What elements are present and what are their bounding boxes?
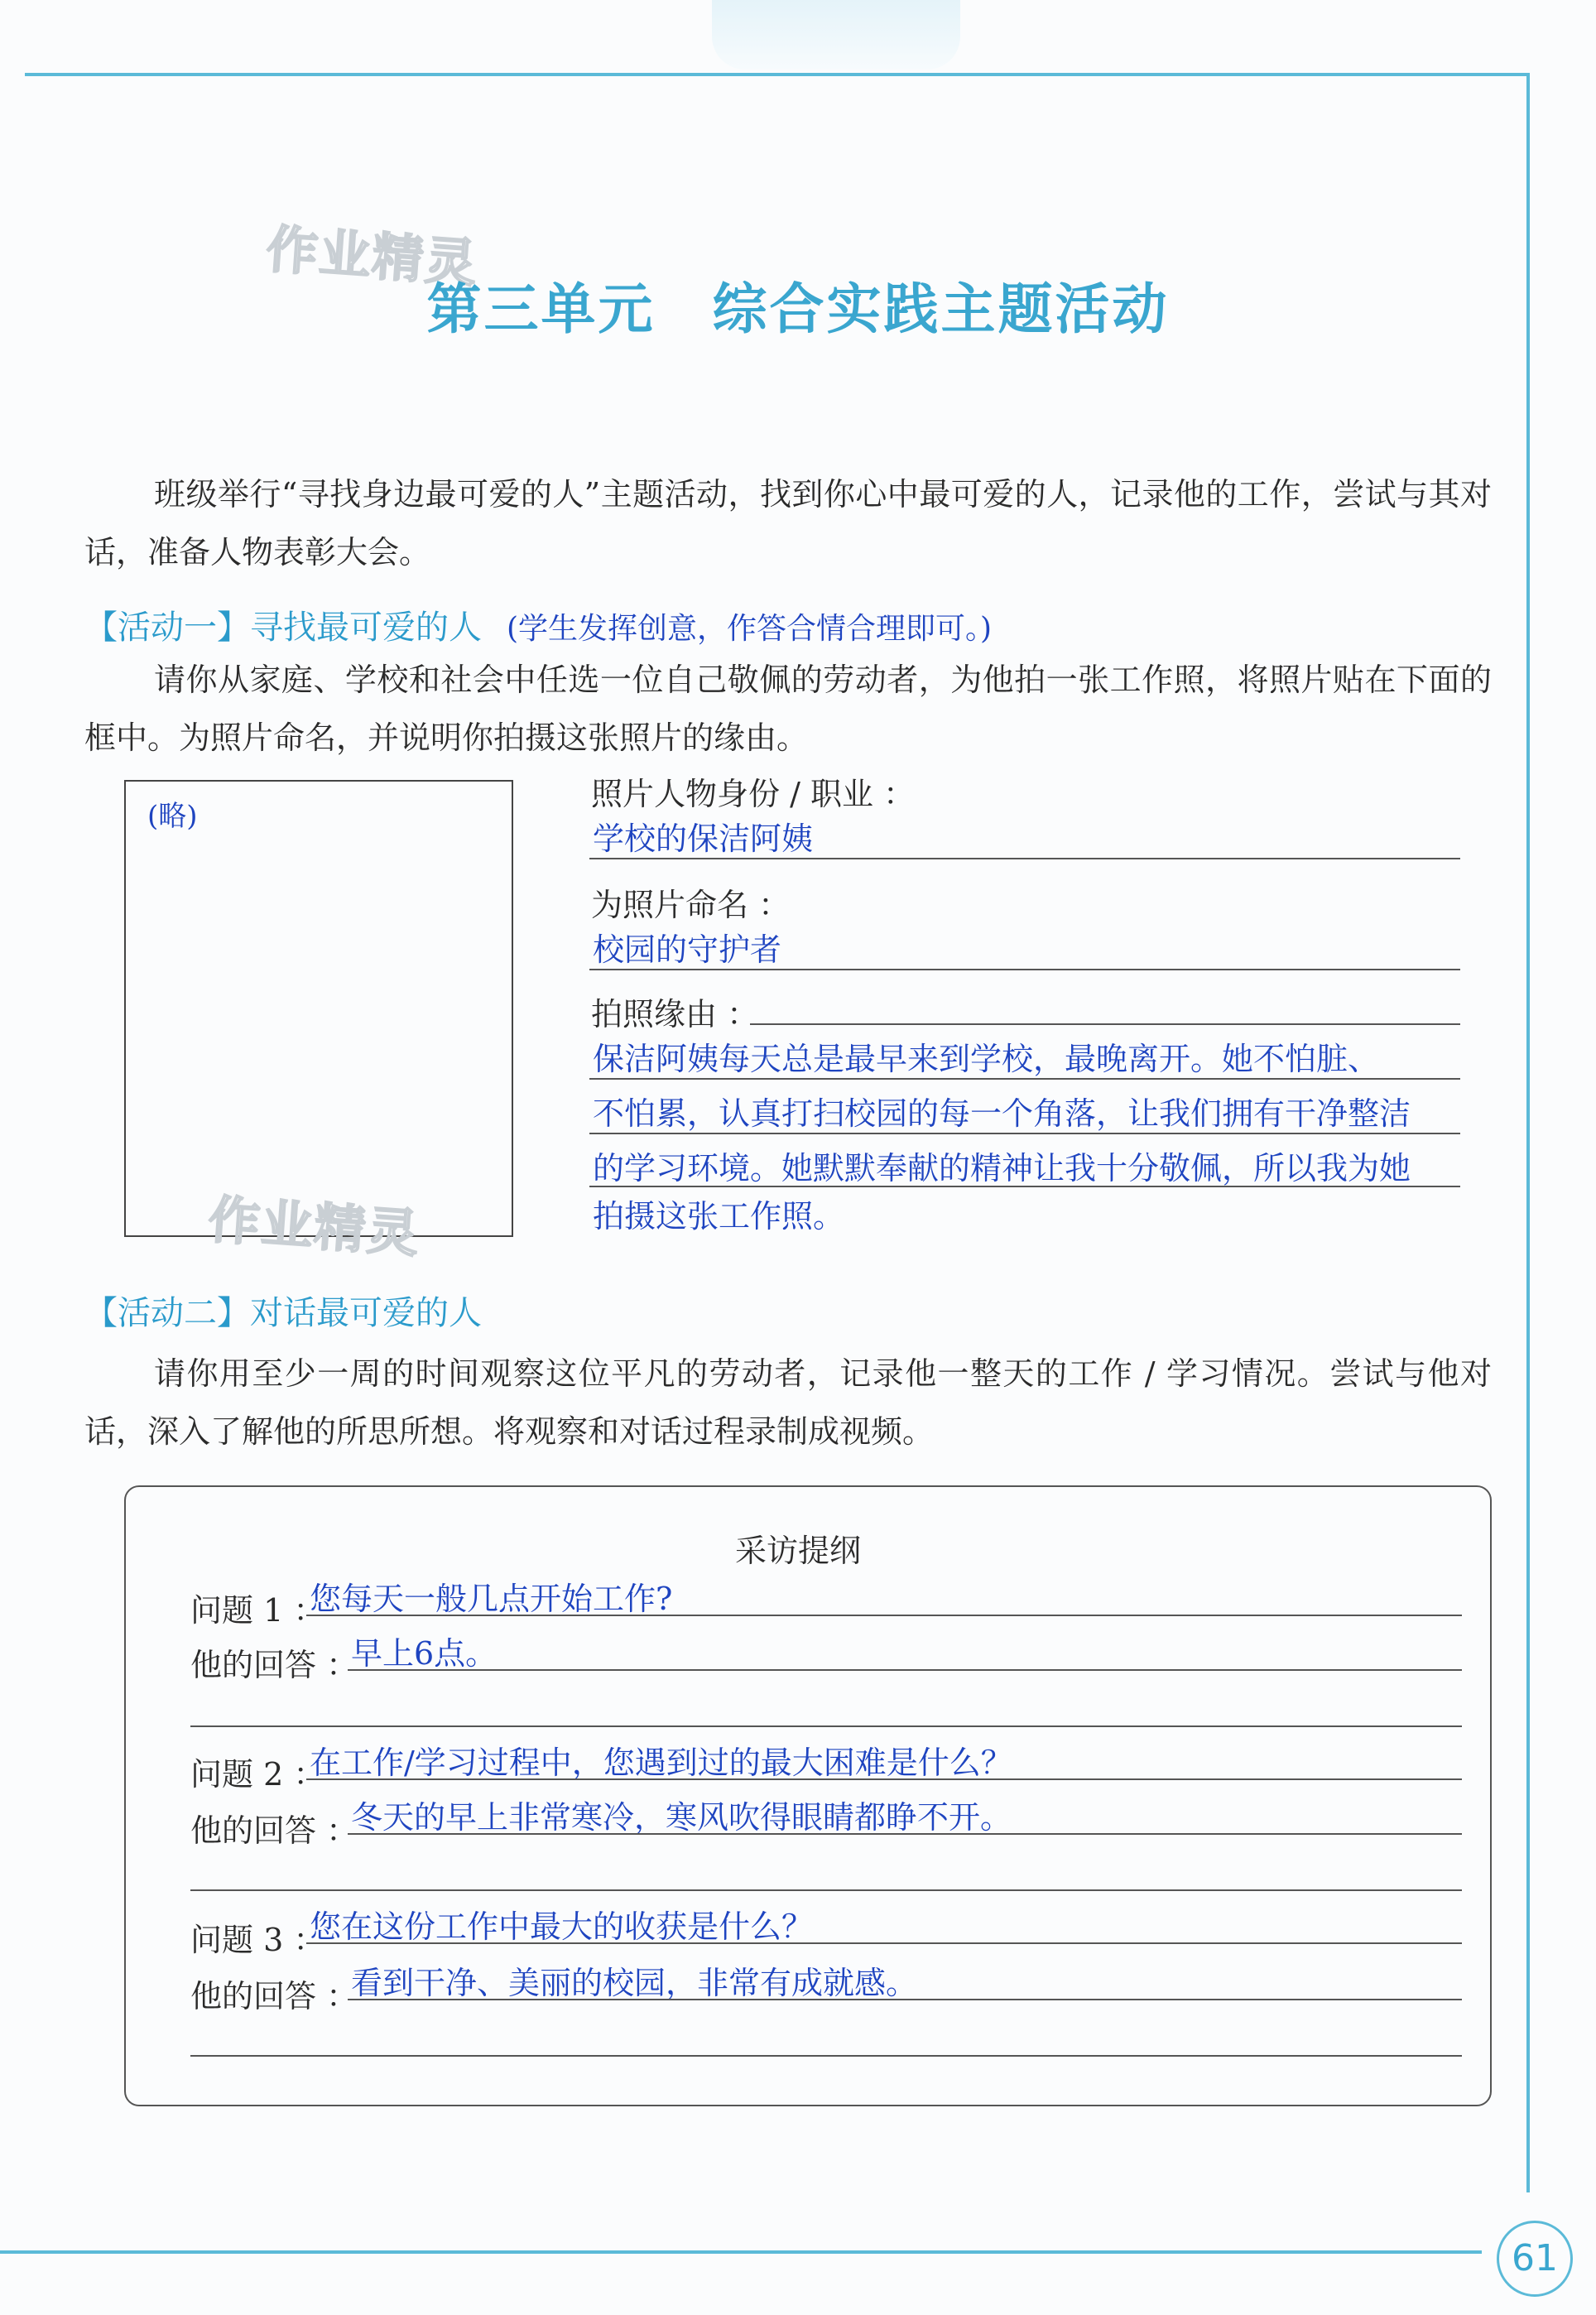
answer-2-text: 冬天的早上非常寒冷，寒风吹得眼睛都睁不开。 — [351, 1799, 1012, 1836]
reason-line-2 — [589, 1133, 1460, 1134]
reason-line-0 — [750, 1023, 1460, 1025]
answer-1-label: 他的回答 ： — [190, 1647, 358, 1683]
answer-1-text: 早上6点。 — [351, 1635, 498, 1672]
page-frame-bottom — [0, 2250, 1482, 2254]
question-2-label: 问题 2 ： — [190, 1756, 325, 1793]
answer-2-label: 他的回答 ： — [190, 1812, 358, 1849]
answer-2-line — [348, 1833, 1462, 1835]
reason-line-3 — [589, 1186, 1460, 1187]
activity1-instruction: 请你从家庭、学校和社会中任选一位自己敬佩的劳动者，为他拍一张工作照，将照片贴在下面的框中。为照片命名，并说明你拍摄这张照片的缘由。 — [84, 662, 1492, 756]
watermark-2: 作业精灵 — [206, 1189, 422, 1264]
question-3-line — [306, 1942, 1462, 1944]
watermark: 作业精灵 — [264, 219, 480, 294]
activity1-heading-text: 【活动一】寻找最可爱的人 — [84, 609, 482, 647]
activity2-heading: 【活动二】对话最可爱的人 — [84, 1294, 482, 1332]
photo-name-line — [589, 969, 1460, 970]
reason-line-text: 拍摄这张工作照。 — [593, 1198, 845, 1235]
photo-frame — [124, 780, 513, 1237]
answer-1-line — [348, 1669, 1462, 1671]
question-1-label: 问题 1 ： — [190, 1592, 325, 1629]
identity-line — [589, 858, 1460, 859]
page-frame-right — [1526, 73, 1530, 2192]
intro-paragraph: 班级举行“寻找身边最可爱的人”主题活动，找到你心中最可爱的人，记录他的工作，尝试与其对话，准备人物表彰大会。 — [84, 476, 1492, 570]
activity1-heading — [84, 601, 992, 648]
identity-label: 照片人物身份 / 职业 ： — [591, 776, 916, 812]
answer-3-line — [348, 1999, 1462, 2000]
photo-name-answer: 校园的守护者 — [593, 931, 782, 968]
photo-name-label: 为照片命名 ： — [591, 887, 791, 923]
activity2-instruction: 请你用至少一周的时间观察这位平凡的劳动者，记录他一整天的工作 / 学习情况。尝试与他对话，深入了解他的所思所想。将观察和对话过程录制成视频。 — [84, 1355, 1492, 1450]
answer-3-text: 看到干净、美丽的校园，非常有成就感。 — [351, 1965, 918, 2001]
top-decoration — [712, 0, 960, 70]
question-1-text: 您每天一般几点开始工作? — [310, 1581, 673, 1617]
answer-1-extra-line — [190, 1725, 1462, 1727]
identity-answer: 学校的保洁阿姨 — [593, 821, 814, 857]
reason-line-text: 不怕累，认真打扫校园的每一个角落，让我们拥有干净整洁 — [593, 1095, 1411, 1132]
question-1-line — [306, 1615, 1462, 1616]
answer-2-extra-line — [190, 1889, 1462, 1891]
photo-note: (略) — [147, 800, 198, 833]
reason-line-text: 保洁阿姨每天总是最早来到学校，最晚离开。她不怕脏、 — [593, 1041, 1380, 1077]
page-title: 第三单元 综合实践主题活动 — [426, 277, 1170, 341]
question-2-text: 在工作/学习过程中，您遇到过的最大困难是什么？ — [310, 1745, 1012, 1781]
reason-line-text: 的学习环境。她默默奉献的精神让我十分敬佩，所以我为她 — [593, 1150, 1411, 1186]
activity1-note: (学生发挥创意，作答合情合理即可。) — [507, 612, 993, 646]
question-3-label: 问题 3 ： — [190, 1922, 325, 1958]
answer-3-extra-line — [190, 2055, 1462, 2057]
question-3-text: 您在这份工作中最大的收获是什么？ — [310, 1908, 814, 1945]
question-2-line — [306, 1778, 1462, 1780]
interview-outline-title: 采访提纲 — [734, 1533, 861, 1569]
answer-3-label: 他的回答 ： — [190, 1978, 358, 2014]
page-number: 61 — [1497, 2221, 1573, 2297]
reason-label: 拍照缘由 ： — [591, 996, 759, 1032]
page-frame-top — [25, 73, 1530, 76]
reason-line-1 — [589, 1078, 1460, 1080]
